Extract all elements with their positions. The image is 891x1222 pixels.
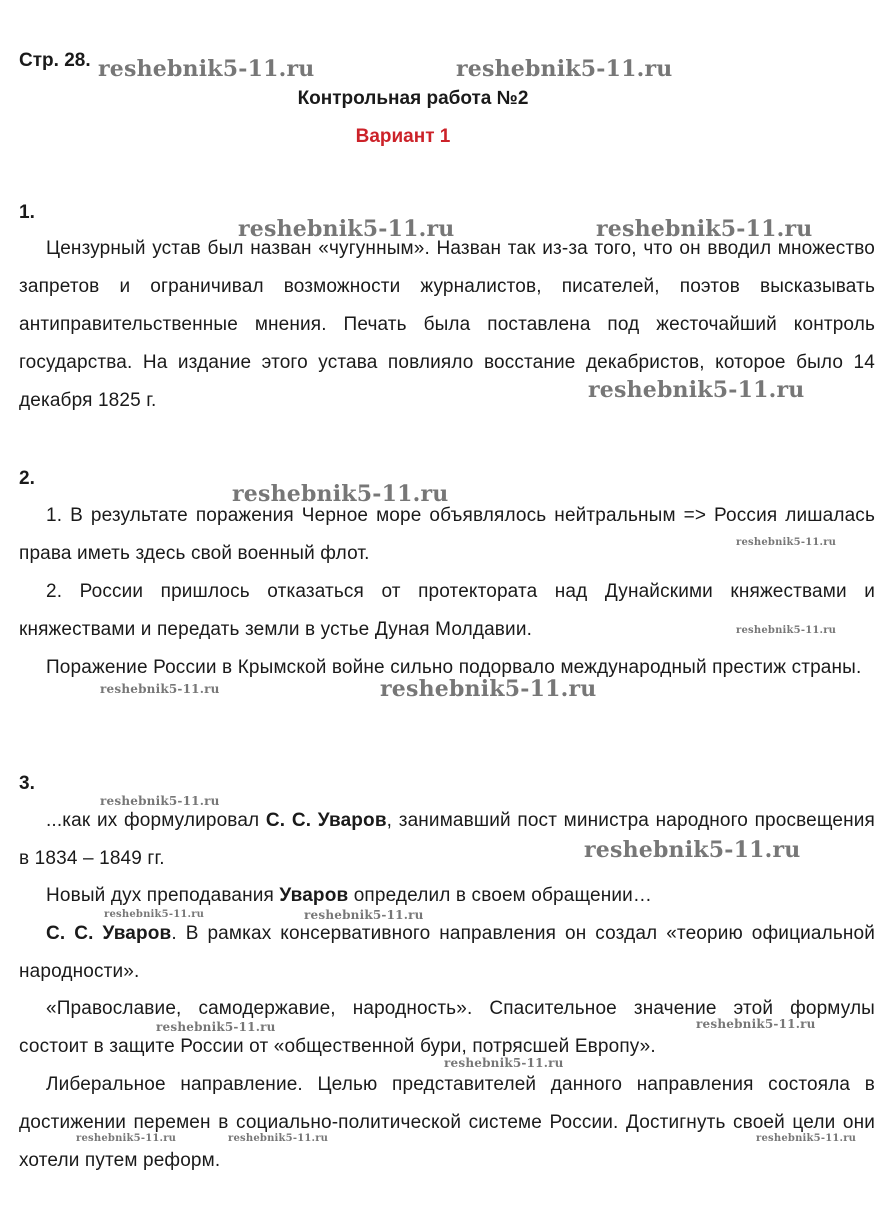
text-run: Новый дух преподавания (46, 885, 280, 906)
text-run: Либеральное направление. Целью представителей данного направления состояла в достижении перемен в социально-политической системе России. Достигнуть своей цели они хотели путем реформ. (19, 1074, 875, 1171)
text-run: . В рамках консервативного направления он создал «теорию официальной народности». (19, 923, 875, 982)
bold-name: С. С. Уваров (265, 810, 387, 831)
question-2-number: 2. (19, 468, 35, 489)
variant-heading: Вариант 1 (355, 126, 451, 147)
bold-name: Уваров (279, 885, 349, 906)
watermark: reshebnik5-11.ru (228, 1133, 329, 1144)
page-number: Стр. 28. (19, 50, 91, 71)
watermark: reshebnik5-11.ru (444, 1056, 564, 1070)
watermark: reshebnik5-11.ru (98, 56, 315, 82)
question-1-number: 1. (19, 202, 35, 223)
watermark: reshebnik5-11.ru (756, 1133, 857, 1144)
watermark: reshebnik5-11.ru (696, 1017, 816, 1031)
watermark: reshebnik5-11.ru (100, 682, 220, 696)
question-3-number: 3. (19, 773, 35, 794)
text-run: 2. России пришлось отказаться от протектората над Дунайскими княжествами и княжествами и передать земли в устье Дуная Молдавии. (19, 581, 875, 640)
watermark: reshebnik5-11.ru (596, 216, 813, 242)
text-run: определил в своем обращении… (348, 885, 653, 906)
q2-paragraph-1 (19, 497, 875, 573)
watermark: reshebnik5-11.ru (156, 1020, 276, 1034)
text-run: Поражение России в Крымской войне сильно подорвало международный престиж страны. (46, 657, 862, 678)
watermark: reshebnik5-11.ru (76, 1133, 177, 1144)
watermark: reshebnik5-11.ru (736, 625, 837, 636)
text-run: «Православие, самодержавие, народность». Спасительное значение этой формулы состоит в защите России от «общественной бури, потрясшей Европу». (19, 998, 875, 1057)
q3-paragraph-2 (19, 877, 875, 915)
watermark: reshebnik5-11.ru (584, 837, 801, 863)
q2-paragraph-2 (19, 573, 875, 649)
q3-paragraph-4 (19, 990, 875, 1066)
watermark: reshebnik5-11.ru (238, 216, 455, 242)
watermark: reshebnik5-11.ru (304, 908, 424, 922)
watermark: reshebnik5-11.ru (380, 676, 597, 702)
q3-paragraph-5 (19, 1066, 875, 1180)
q2-paragraph-3 (19, 649, 875, 687)
watermark: reshebnik5-11.ru (588, 377, 805, 403)
watermark: reshebnik5-11.ru (100, 794, 220, 808)
q3-paragraph-1 (19, 802, 875, 878)
bold-name: С. С. Уваров (46, 923, 172, 944)
q3-paragraph-3 (19, 915, 875, 991)
text-run: ...как их формулировал (46, 810, 266, 831)
text-run: , занимавший пост министра народного просвещения в 1834 – 1849 гг. (19, 810, 875, 869)
watermark: reshebnik5-11.ru (232, 481, 449, 507)
text-run: Цензурный устав был назван «чугунным». Назван так из-за того, что он вводил множество запретов и ограничивал возможности журналистов, писателей, поэтов высказывать антиправительственные мнения. Печать была поставлена под жесточайший контроль государства. На издание этого устава повлияло восстание декабристов, которое было 14 декабря 1825 г. (19, 238, 875, 411)
q1-paragraph-1 (19, 230, 875, 420)
watermark: reshebnik5-11.ru (736, 537, 837, 548)
page-title: Контрольная работа №2 (297, 88, 529, 109)
text-run: 1. В результате поражения Черное море объявлялось нейтральным => Россия лишалась права иметь здесь свой военный флот. (19, 505, 875, 564)
watermark: reshebnik5-11.ru (456, 56, 673, 82)
watermark: reshebnik5-11.ru (104, 909, 205, 920)
